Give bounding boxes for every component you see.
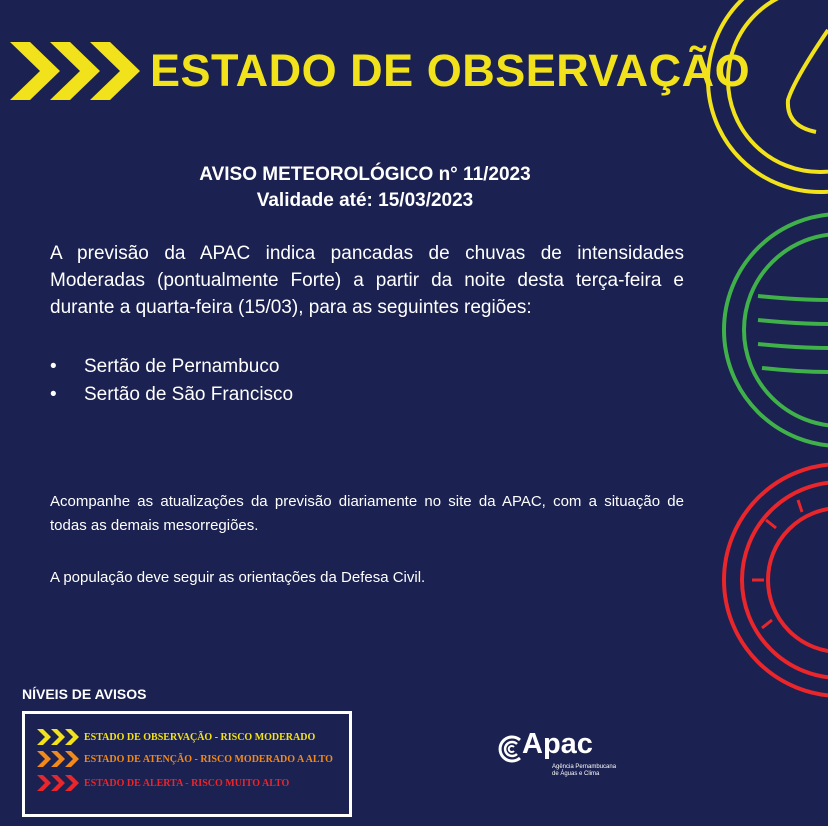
level-item-alerta [37,774,289,792]
apac-logo [496,730,656,790]
header [10,36,750,106]
forecast-paragraph: A previsão da APAC indica pancadas de chuvas de intensidades Moderadas (pontualmente Forte) a partir da noite desta terça-feira e durante a quarta-feira (15/03), para as seguintes regiões: [50,243,684,318]
region-label: Sertão de São Francisco [84,384,294,405]
logo-subtitle-line: de Águas e Clima [552,771,600,777]
list-item: • Sertão de São Francisco [50,381,293,409]
logo-name: Apac [522,728,593,760]
levels-legend [22,711,352,817]
aviso-number: AVISO METEOROLÓGICO n° 11/2023 [199,164,531,185]
level-item-atencao [37,750,333,768]
levels-title: NÍVEIS DE AVISOS [22,686,147,702]
list-item: • Sertão de Pernambuco [50,353,293,381]
raindrop-icon [708,0,828,192]
sun-icon [724,464,828,696]
level-label: ESTADO DE OBSERVAÇÃO - RISCO MODERADO [84,731,316,743]
aviso-heading [50,162,680,214]
updates-paragraph: Acompanhe as atualizações da previsão diariamente no site da APAC, com a situação de todas as demais mesorregiões. [50,493,684,534]
aviso-validity: Validade até: 15/03/2023 [256,190,474,211]
level-item-observacao [37,728,315,746]
chevrons-right-icon [10,36,140,106]
water-waves-icon [724,214,828,446]
level-label: ESTADO DE ALERTA - RISCO MUITO ALTO [84,777,290,789]
level-label: ESTADO DE ATENÇÃO - RISCO MODERADO A ALTO [84,753,333,765]
header-title: ESTADO DE OBSERVAÇÃO [150,45,751,96]
chevrons-right-icon [37,728,81,746]
regions-list [50,353,293,409]
chevrons-right-icon [37,774,81,792]
logo-subtitle-line: Agência Pernambucana [552,764,617,770]
decorative-icons [690,0,828,826]
civil-defense-paragraph: A população deve seguir as orientações da Defesa Civil. [50,569,426,586]
chevrons-right-icon [37,750,81,768]
region-label: Sertão de Pernambuco [84,356,280,377]
logo-subtitle [552,764,616,778]
